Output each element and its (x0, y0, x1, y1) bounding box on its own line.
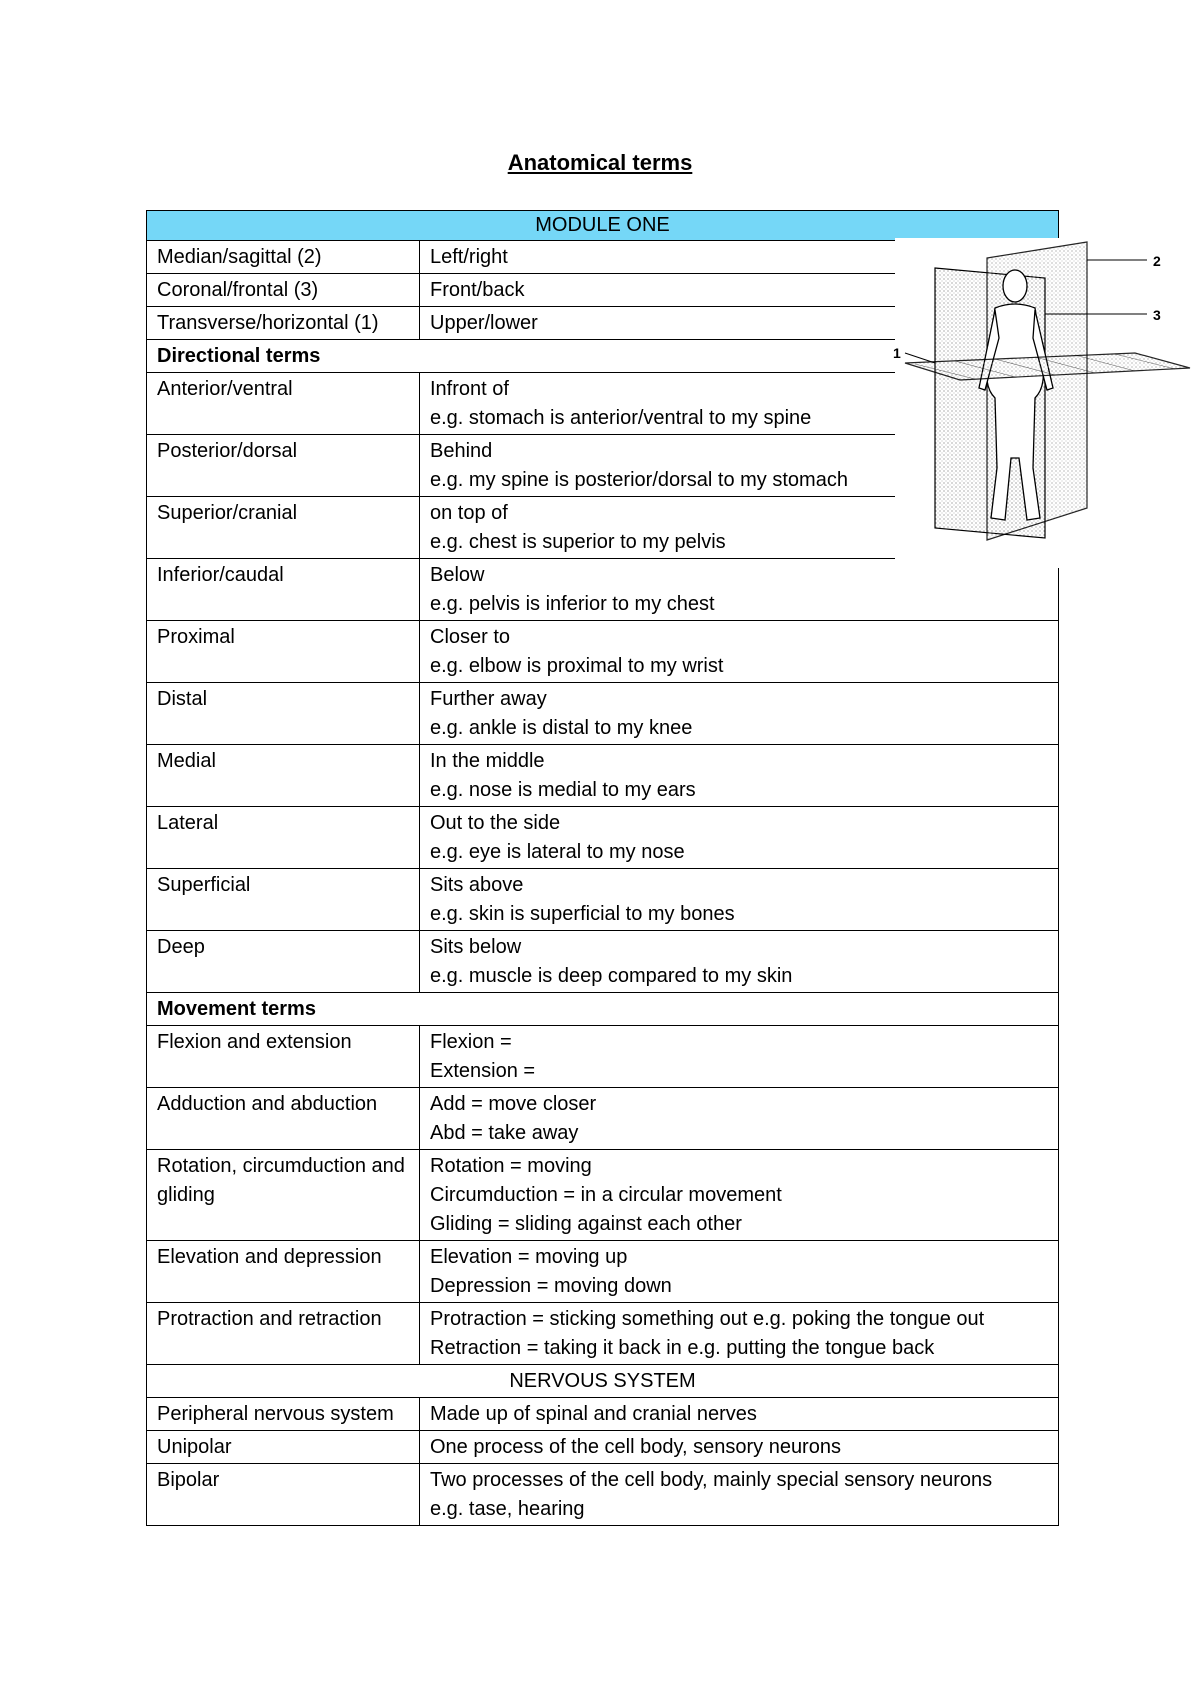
table-row (147, 1464, 1059, 1526)
description-cell (420, 1464, 1059, 1526)
description-line: e.g. ankle is distal to my knee (430, 717, 693, 739)
description-line: Further away (430, 688, 547, 710)
description-line: Sits below (430, 936, 522, 958)
term-cell: Coronal/frontal (3) (147, 274, 420, 307)
description-cell (420, 807, 1059, 869)
description-line: Depression = moving down (430, 1275, 672, 1297)
description-line: e.g. tase, hearing (430, 1498, 585, 1520)
description-line: Infront of (430, 378, 509, 400)
description-line: Gliding = sliding against each other (430, 1213, 742, 1235)
figure-label-coronal: 3 (1153, 307, 1161, 323)
table-row (147, 745, 1059, 807)
table-row (147, 1303, 1059, 1365)
term-cell: Lateral (147, 807, 420, 869)
description-line: e.g. skin is superficial to my bones (430, 903, 735, 925)
description-line: Add = move closer (430, 1093, 597, 1115)
description-line: e.g. my spine is posterior/dorsal to my stomach (430, 469, 848, 491)
description-line: Elevation = moving up (430, 1246, 628, 1268)
description-cell (420, 1026, 1059, 1088)
term-cell: Transverse/horizontal (1) (147, 307, 420, 340)
table-row (147, 869, 1059, 931)
body-planes-illustration (895, 238, 1200, 568)
term-cell: Inferior/caudal (147, 559, 420, 621)
description-cell: Left/right (420, 241, 1059, 274)
description-line: on top of (430, 502, 508, 524)
description-line: Closer to (430, 626, 511, 648)
description-cell: Upper/lower (420, 307, 1059, 340)
term-cell: Distal (147, 683, 420, 745)
term-cell: Posterior/dorsal (147, 435, 420, 497)
figure-label-transverse: 1 (893, 345, 901, 361)
description-cell (420, 745, 1059, 807)
description-line: Retraction = taking it back in e.g. putting the tongue back (430, 1337, 935, 1359)
movement-terms-header: Movement terms (147, 993, 1059, 1026)
movement-terms-header-row (147, 993, 1059, 1026)
term-cell: Rotation, circumduction and gliding (147, 1150, 420, 1241)
term-cell: Flexion and extension (147, 1026, 420, 1088)
description-line: e.g. muscle is deep compared to my skin (430, 965, 793, 987)
description-line: Two processes of the cell body, mainly special sensory neurons (430, 1469, 993, 1491)
term-cell: Anterior/ventral (147, 373, 420, 435)
description-cell (420, 1398, 1059, 1431)
description-cell (420, 1431, 1059, 1464)
description-line: Behind (430, 440, 493, 462)
figure-label-sagittal: 2 (1153, 253, 1161, 269)
table-row (147, 1398, 1059, 1431)
description-line: One process of the cell body, sensory neurons (430, 1436, 841, 1458)
term-cell: Superficial (147, 869, 420, 931)
term-cell: Deep (147, 931, 420, 993)
term-cell: Elevation and depression (147, 1241, 420, 1303)
term-cell: Unipolar (147, 1431, 420, 1464)
term-cell: Median/sagittal (2) (147, 241, 420, 274)
description-cell (420, 1303, 1059, 1365)
anatomical-planes-figure (895, 238, 1200, 568)
description-line: e.g. chest is superior to my pelvis (430, 531, 726, 553)
description-cell (420, 621, 1059, 683)
module-header-row (147, 211, 1059, 241)
description-line: Sits above (430, 874, 524, 896)
table-row (147, 1241, 1059, 1303)
description-cell (420, 1150, 1059, 1241)
description-line: e.g. eye is lateral to my nose (430, 841, 685, 863)
description-line: e.g. pelvis is inferior to my chest (430, 593, 715, 615)
description-cell (420, 931, 1059, 993)
description-line: Extension = (430, 1060, 536, 1082)
table-row (147, 1026, 1059, 1088)
table-row (147, 1431, 1059, 1464)
description-line: Abd = take away (430, 1122, 579, 1144)
term-cell: Medial (147, 745, 420, 807)
description-line: e.g. elbow is proximal to my wrist (430, 655, 724, 677)
page-title: Anatomical terms (507, 150, 693, 175)
nervous-system-header-row (147, 1365, 1059, 1398)
term-cell: Bipolar (147, 1464, 420, 1526)
description-cell (420, 1241, 1059, 1303)
description-cell (420, 869, 1059, 931)
table-row (147, 621, 1059, 683)
table-row (147, 1150, 1059, 1241)
directional-terms-header: Directional terms (147, 340, 1059, 373)
description-line: Flexion = (430, 1031, 512, 1053)
term-cell: Protraction and retraction (147, 1303, 420, 1365)
description-line: e.g. nose is medial to my ears (430, 779, 696, 801)
table-row (147, 1088, 1059, 1150)
description-cell (420, 1088, 1059, 1150)
nervous-system-header: NERVOUS SYSTEM (147, 1365, 1059, 1398)
table-row (147, 683, 1059, 745)
term-cell: Proximal (147, 621, 420, 683)
description-line: Below (430, 564, 485, 586)
description-line: Made up of spinal and cranial nerves (430, 1403, 757, 1425)
description-line: Circumduction = in a circular movement (430, 1184, 782, 1206)
table-row (147, 931, 1059, 993)
table-row (147, 807, 1059, 869)
description-cell: Front/back (420, 274, 1059, 307)
term-cell: Adduction and abduction (147, 1088, 420, 1150)
description-line: Protraction = sticking something out e.g. poking the tongue out (430, 1308, 985, 1330)
term-cell: Superior/cranial (147, 497, 420, 559)
description-line: Rotation = moving (430, 1155, 592, 1177)
description-line: In the middle (430, 750, 545, 772)
description-line: e.g. stomach is anterior/ventral to my spine (430, 407, 812, 429)
term-cell: Peripheral nervous system (147, 1398, 420, 1431)
description-cell (420, 683, 1059, 745)
description-line: Out to the side (430, 812, 561, 834)
module-header: MODULE ONE (147, 211, 1059, 241)
